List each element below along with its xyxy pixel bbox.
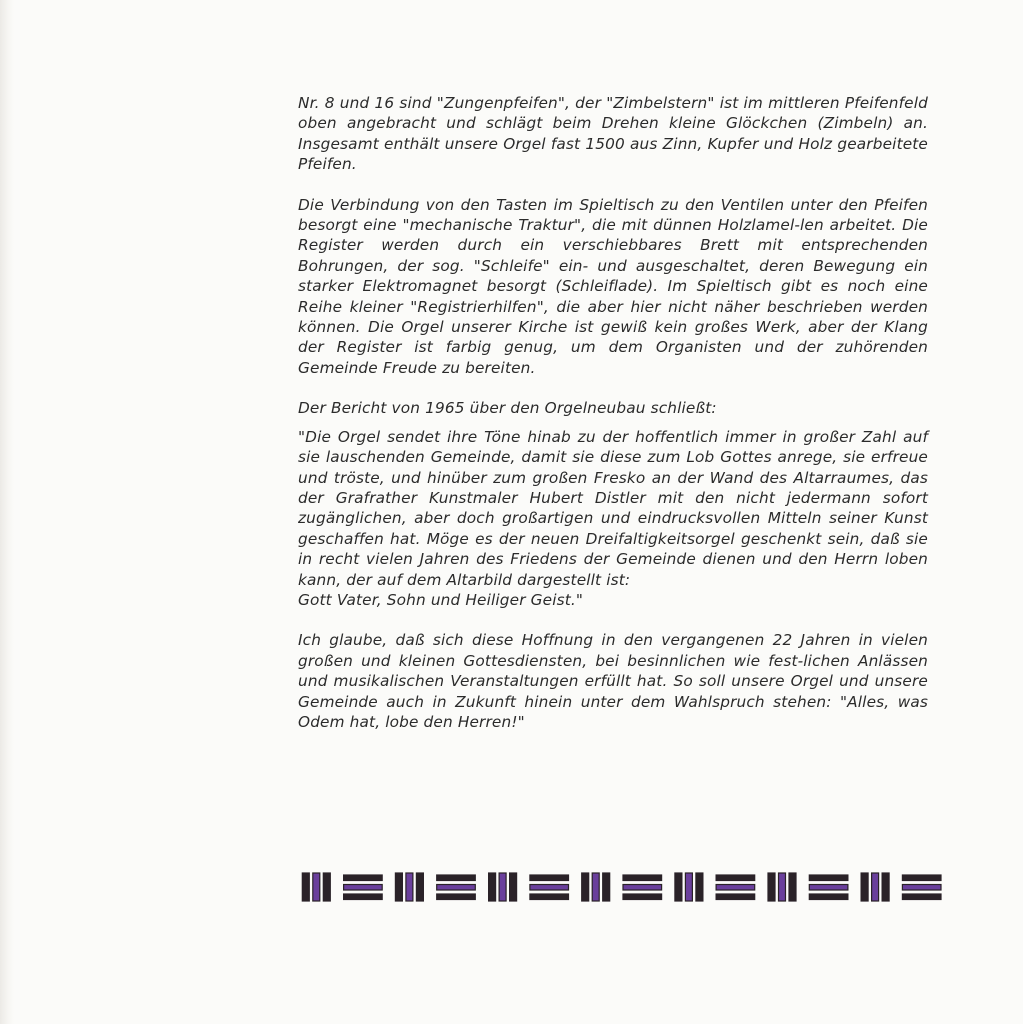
ornament-horizontal-bar: [809, 894, 848, 900]
ornament-vertical-bar: [582, 873, 589, 901]
ornament-horizontal-bar: [344, 894, 383, 900]
ornament-horizontal-bar: [902, 875, 941, 881]
ornament-vertical-bar: [489, 873, 496, 901]
ornament-horizontal-bar: [437, 894, 476, 900]
ornament-vertical-bar: [872, 873, 879, 901]
paragraph-trinity-line: Gott Vater, Sohn und Heiliger Geist.": [298, 590, 584, 609]
paragraph-reed-pipes: Nr. 8 und 16 sind "Zungenpfeifen", der "Zimbelstern" ist im mittleren Pfeifenfeld oben angebracht und schlägt beim Drehen kleine Glöckchen (Zimbeln) an. Insgesamt enthält unsere Orgel fast 1500 aus Zinn, Kupfer und Holz gearbeitete Pfeifen.: [298, 94, 928, 174]
ornament-horizontal-bar: [716, 885, 755, 891]
ornament-vertical-bar: [323, 873, 330, 901]
ornament-horizontal-bar: [344, 875, 383, 881]
document-body: [298, 93, 928, 732]
page-edge-shadow: [0, 0, 14, 1024]
ornament-horizontal-bar: [716, 894, 755, 900]
ornament-horizontal-bar: [902, 885, 941, 891]
ornament-vertical-bar: [406, 873, 413, 901]
ornament-vertical-bar: [861, 873, 868, 901]
ornament-horizontal-bar: [623, 885, 662, 891]
ornament-vertical-bar: [416, 873, 423, 901]
ornament-vertical-bar: [313, 873, 320, 901]
ornament-vertical-bar: [499, 873, 506, 901]
ornament-vertical-bar: [592, 873, 599, 901]
ornament-horizontal-bar: [623, 875, 662, 881]
paragraph-mechanical-action: Die Verbindung von den Tasten im Spieltisch zu den Ventilen unter den Pfeifen besorgt eine "mechanische Traktur", die mit dünnen Holzlamel-len arbeitet. Die Register werden durch ein verschiebbares Brett mit entsprechenden Bohrungen, der sog. "Schleife" ein- und ausgeschaltet, deren Bewegung ein starker Elektromagnet besorgt (Schleiflade). Im Spieltisch gibt es noch eine Reihe kleiner "Registrierhilfen", die aber hier nicht näher beschrieben werden können. Die Orgel unserer Kirche ist gewiß kein großes Werk, aber der Klang der Register ist farbig genug, um dem Organisten und der zuhörenden Gemeinde Freude zu bereiten.: [298, 195, 928, 377]
ornament-vertical-bar: [882, 873, 889, 901]
ornament-vertical-bar: [779, 873, 786, 901]
ornament-vertical-bar: [789, 873, 796, 901]
decorative-ornament-band: [293, 866, 945, 908]
ornament-horizontal-bar: [809, 875, 848, 881]
ornament-vertical-bar: [603, 873, 610, 901]
ornament-vertical-bar: [696, 873, 703, 901]
ornament-horizontal-bar: [437, 885, 476, 891]
ornament-horizontal-bar: [716, 875, 755, 881]
ornament-horizontal-bar: [530, 894, 569, 900]
ornament-vertical-bar: [510, 873, 517, 901]
ornament-horizontal-bar: [902, 894, 941, 900]
ornament-horizontal-bar: [530, 885, 569, 891]
ornament-vertical-bar: [685, 873, 692, 901]
ornament-vertical-bar: [675, 873, 682, 901]
paragraph-report-intro: Der Bericht von 1965 über den Orgelneubau schließt:: [298, 399, 717, 418]
ornament-horizontal-bar: [344, 885, 383, 891]
ornament-horizontal-bar: [437, 875, 476, 881]
ornament-vertical-bar: [395, 873, 402, 901]
ornament-horizontal-bar: [809, 885, 848, 891]
paragraph-closing-motto: Ich glaube, daß sich diese Hoffnung in den vergangenen 22 Jahren in vielen großen und kleinen Gottesdiensten, bei besinnlichen wie fest-lichen Anlässen und musikalischen Veranstaltungen erfüllt hat. So soll unsere Orgel und unsere Gemeinde auch in Zukunft hinein unter dem Wahlspruch stehen: "Alles, was Odem hat, lobe den Herren!": [298, 631, 928, 731]
ornament-horizontal-bar: [530, 875, 569, 881]
paragraph-report-quote: "Die Orgel sendet ihre Töne hinab zu der hoffentlich immer in großer Zahl auf sie lauschenden Gemeinde, damit sie diese zum Lob Gottes anrege, sie erfreue und tröste, und hinüber zum großen Fresko an der Wand des Altarraumes, das der Grafrather Kunstmaler Hubert Distler mit den nicht jedermann sofort zugänglichen, aber doch großartigen und eindrucksvollen Mitteln seiner Kunst geschaffen hat. Möge es der neuen Dreifaltigkeitsorgel geschenkt sein, daß sie in recht vielen Jahren des Friedens der Gemeinde dienen und den Herrn loben kann, der auf dem Altarbild dargestellt ist:: [298, 427, 928, 589]
ornament-vertical-bar: [768, 873, 775, 901]
ornament-horizontal-bar: [623, 894, 662, 900]
ornament-vertical-bar: [302, 873, 309, 901]
